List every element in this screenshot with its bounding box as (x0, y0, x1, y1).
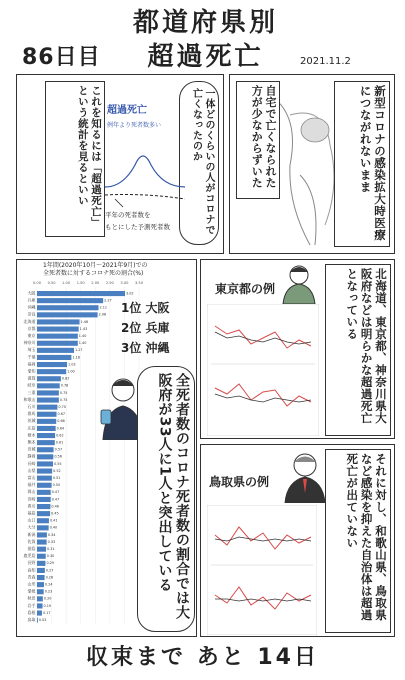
value-label: 0.45 (51, 511, 59, 516)
category-label: 香川 (27, 503, 36, 509)
category-label: 大分 (27, 524, 36, 530)
value-label: 0.52 (53, 468, 61, 473)
value-label: 0.64 (56, 426, 65, 431)
chart-title-line-2: 全死者数に対するコロナ死の割合(%) (43, 270, 144, 277)
value-label: 0.78 (60, 383, 69, 388)
panel-1 (16, 74, 224, 254)
bar (37, 398, 59, 403)
bar (37, 348, 74, 353)
bar (37, 305, 98, 310)
bar (37, 589, 44, 594)
x-tick-label: 0.00 (32, 281, 42, 285)
value-label: 2.27 (104, 298, 112, 303)
value-label: 1.00 (67, 369, 75, 374)
bar (37, 532, 47, 537)
value-label: 0.70 (58, 405, 66, 409)
x-tick-label: 2.50 (105, 281, 114, 285)
value-label: 1.43 (79, 326, 88, 331)
category-label: 神奈川 (23, 340, 36, 346)
bar (37, 454, 53, 459)
panel-2 (229, 74, 395, 254)
rank-1: 1位 大阪 (121, 301, 170, 315)
value-label: 0.23 (44, 589, 53, 594)
category-label: 埼玉 (27, 347, 36, 353)
bar (37, 362, 67, 367)
category-label: 三重 (27, 389, 36, 395)
bar (37, 312, 98, 317)
bar (37, 603, 43, 608)
bar (37, 611, 42, 616)
rank-3: 3位 沖縄 (121, 341, 170, 355)
bar (37, 547, 46, 552)
value-label: 0.75 (59, 397, 68, 402)
x-tick-label: 1.50 (76, 281, 85, 285)
bar (37, 419, 56, 424)
title-line-1: 都道府県別 (132, 8, 278, 38)
bar (37, 561, 45, 566)
category-label: 岐阜 (27, 382, 36, 388)
bar (37, 525, 49, 530)
category-label: 高知 (27, 567, 36, 573)
tokyo-line-chart (207, 304, 319, 436)
bar (37, 483, 52, 488)
value-label: 1.40 (78, 334, 87, 338)
value-label: 0.33 (47, 539, 56, 544)
bar (37, 355, 71, 360)
value-label: 0.51 (52, 476, 61, 480)
category-label: 宮崎 (27, 496, 36, 502)
category-label: 福岡 (27, 361, 36, 367)
value-label: 2.08 (98, 312, 107, 317)
value-label: 3.02 (126, 291, 134, 296)
bar (37, 490, 51, 495)
value-label: 0.61 (55, 440, 64, 445)
value-label: 0.55 (54, 461, 62, 466)
value-label: 1.40 (78, 341, 87, 346)
value-label: 0.40 (49, 525, 58, 530)
tottori-official-figure (281, 449, 329, 503)
bar (37, 291, 125, 296)
chart-title (43, 262, 193, 278)
excess-death-diagram (105, 95, 185, 245)
category-label: 愛知 (27, 368, 36, 374)
value-label: 0.03 (38, 618, 47, 622)
chart-title-line-1: 1年間(2020年10月〜2021年9月)での (43, 262, 148, 269)
bar (37, 497, 51, 502)
no-care-box: 新型コロナの感染拡大時医療につながれないまま (334, 81, 390, 247)
bar (37, 334, 78, 339)
category-label: 茨城 (27, 418, 36, 424)
panel-5 (200, 444, 395, 637)
value-label: 0.20 (43, 596, 52, 601)
value-label: 0.19 (43, 603, 52, 608)
value-label: 0.27 (45, 568, 54, 573)
category-label: 群馬 (27, 411, 36, 417)
tottori-line-chart (207, 505, 317, 635)
tokyo-official-figure (279, 262, 319, 304)
bar (37, 596, 43, 601)
category-label: 京都 (27, 325, 36, 331)
category-label: 静岡 (27, 453, 36, 459)
bar (37, 341, 78, 346)
category-label: 熊本 (27, 439, 36, 445)
category-label: 沖縄 (27, 304, 36, 310)
category-label: 徳島 (27, 546, 36, 551)
category-label: 山口 (27, 517, 36, 523)
category-label: 島根 (27, 609, 36, 615)
ranking-list (121, 298, 170, 358)
category-label: 長崎 (27, 460, 36, 466)
bar (37, 461, 53, 466)
category-label: 千葉 (27, 354, 36, 360)
category-label: 岡山 (27, 489, 36, 495)
low-excess-box: それに対し、和歌山県、鳥取県など感染を抑えた自治体は超過死亡が出ていない (325, 449, 391, 633)
category-label: 山梨 (27, 467, 36, 473)
excess-curve (105, 156, 185, 187)
category-label: 青森 (27, 574, 36, 580)
diagram-caption-1: 平年の死者数を (105, 211, 151, 219)
value-label: 0.29 (46, 561, 55, 566)
bar (37, 469, 52, 474)
category-label: 富山 (27, 475, 36, 480)
countdown-footer: 収束まで あと 14日 (86, 645, 319, 670)
x-tick-label: 1.00 (62, 281, 71, 285)
question-bubble: 一体どのくらいの人がコロナで亡くなったのか (179, 81, 219, 245)
category-label: 兵庫 (27, 297, 36, 303)
category-label: 大阪 (27, 290, 36, 296)
value-label: 0.66 (57, 419, 65, 424)
bar (37, 568, 45, 573)
bar (37, 504, 50, 509)
category-label: 長野 (27, 560, 36, 566)
bar (37, 518, 49, 523)
value-label: 1.03 (68, 362, 76, 367)
x-tick-label: 2.00 (91, 281, 100, 285)
page-title (118, 6, 293, 74)
category-label: 愛媛 (27, 588, 36, 594)
bar (37, 369, 66, 374)
value-label: 1.27 (75, 348, 83, 353)
category-label: 広島 (27, 425, 36, 431)
diagram-subtitle: 例年より死者数多い (107, 122, 162, 129)
category-label: 秋田 (27, 595, 36, 601)
tokyo-label: 東京都の例 (215, 282, 276, 296)
bar (37, 433, 55, 438)
value-label: 0.24 (44, 582, 53, 587)
value-label: 0.26 (45, 575, 54, 580)
bar (37, 554, 46, 559)
value-label: 0.62 (56, 433, 64, 438)
day-counter: 86日目 (22, 45, 101, 70)
diagram-caption-2: もとにした予測死者数 (105, 223, 170, 231)
bar (37, 582, 44, 587)
value-label: 0.47 (51, 497, 60, 502)
home-death-box: 自宅で亡くなられた方が少なからずいた (236, 81, 280, 199)
osaka-bubble: 全死者数のコロナ死者数の割合では大阪府が33人に1人と突出している (137, 366, 195, 632)
bar (37, 327, 79, 332)
bar (37, 412, 57, 417)
bar (37, 298, 103, 303)
category-label: 石川 (27, 404, 36, 409)
value-label: 0.30 (46, 554, 55, 559)
bar (37, 405, 57, 410)
value-label: 0.31 (47, 547, 55, 551)
value-label: 1.46 (80, 319, 89, 324)
x-tick-label: 0.50 (47, 281, 56, 285)
value-label: 0.34 (47, 532, 56, 537)
bar (37, 376, 61, 381)
bar (37, 447, 54, 452)
value-label: 0.46 (51, 504, 59, 509)
category-label: 東京 (27, 333, 36, 338)
category-label: 栃木 (27, 432, 36, 438)
bar (37, 618, 38, 623)
value-label: 0.57 (54, 447, 63, 452)
category-label: 新潟 (27, 531, 36, 537)
bar (37, 383, 60, 388)
category-label: 滋賀 (27, 375, 36, 381)
baseline-curve (105, 195, 185, 200)
bar (37, 511, 50, 516)
panel-4 (200, 259, 395, 439)
bar (37, 390, 59, 395)
value-label: 0.47 (51, 490, 60, 495)
category-label: 福井 (27, 482, 36, 488)
bar (37, 319, 80, 324)
tottori-label: 鳥取県の例 (209, 475, 270, 489)
value-label: 1.18 (72, 355, 80, 360)
panel-3 (16, 259, 197, 637)
high-excess-box: 北海道、東京都、神奈川県大阪府などは明らかな超過死亡となっている (325, 264, 391, 436)
title-line-2: 超過死亡 (147, 42, 264, 72)
bar (37, 540, 47, 545)
category-label: 鳥取 (27, 617, 36, 622)
value-label: 0.41 (49, 518, 58, 523)
category-label: 佐賀 (27, 538, 36, 544)
x-tick-label: 3.00 (120, 281, 129, 285)
diagram-title: 超過死亡 (107, 105, 147, 116)
bar (37, 575, 45, 580)
value-label: 0.75 (59, 390, 68, 395)
x-tick-label: 3.50 (134, 281, 144, 285)
value-label: 0.50 (52, 483, 61, 488)
category-label: 宮城 (27, 446, 36, 452)
category-label: 北海道 (23, 318, 36, 324)
bar (37, 440, 55, 445)
category-label: 奈良 (27, 311, 36, 317)
value-label: 0.56 (54, 454, 62, 459)
date-label: 2021.11.2 (300, 56, 351, 67)
category-label: 山形 (27, 581, 36, 587)
bar (37, 476, 52, 481)
category-label: 福島 (27, 510, 36, 516)
category-label: 岩手 (27, 602, 36, 608)
bar (37, 426, 56, 431)
explain-box: これを知るには「超過死亡」という統計を見るといい (45, 81, 105, 237)
category-label: 鹿児島 (23, 553, 36, 559)
category-label: 和歌山 (23, 396, 36, 402)
value-label: 0.17 (42, 610, 51, 615)
rank-2: 2位 兵庫 (121, 321, 170, 335)
value-label: 0.67 (57, 412, 66, 417)
value-label: 0.82 (61, 376, 70, 381)
value-label: 2.11 (99, 305, 108, 310)
